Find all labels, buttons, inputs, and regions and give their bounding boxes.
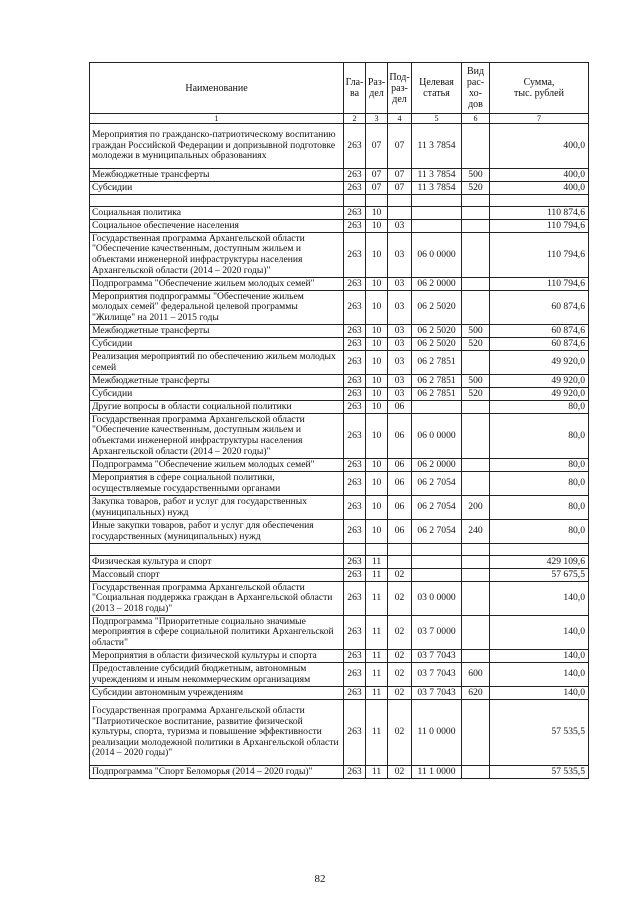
cell-summa: 110 794,6 [490,233,589,278]
cell-podrazdel: 03 [388,351,412,375]
cell-vid [462,766,490,779]
cell-podrazdel: 03 [388,291,412,325]
cell-name: Межбюджетные трансферты [90,169,344,182]
blank-row [90,195,589,207]
cell-statya: 06 0 0000 [412,414,462,459]
header-glava: Гла- ва [344,63,366,114]
cell-vid: 240 [462,520,490,544]
cell-summa: 140,0 [490,616,589,650]
cell-vid [462,650,490,663]
table-row [90,351,589,375]
cell-glava: 263 [344,582,366,616]
cell-statya: 11 3 7854 [412,124,462,169]
cell-razdel: 10 [366,472,388,496]
column-number: 2 [344,114,366,124]
table-row [90,459,589,472]
cell-name: Государственная программа Архангельской области "Обеспечение качественным, доступным жильем и объектами инженерной инфраструктуры населения Архангельской области (2014 – 2020 годы)" [90,414,344,459]
cell-summa: 400,0 [490,124,589,169]
cell-summa: 80,0 [490,520,589,544]
cell-razdel: 11 [366,650,388,663]
cell-podrazdel: 07 [388,124,412,169]
cell-vid [462,616,490,650]
cell-glava: 263 [344,556,366,569]
cell-razdel: 11 [366,766,388,779]
cell-name: Межбюджетные трансферты [90,325,344,338]
empty-cell [90,195,344,207]
cell-podrazdel: 06 [388,520,412,544]
column-number: 5 [412,114,462,124]
cell-podrazdel [388,556,412,569]
cell-glava: 263 [344,414,366,459]
empty-cell [366,544,388,556]
cell-statya: 06 2 5020 [412,325,462,338]
cell-vid [462,414,490,459]
table-row [90,375,589,388]
cell-podrazdel [388,207,412,220]
cell-vid [462,207,490,220]
cell-name: Государственная программа Архангельской области "Патриотическое воспитание, развитие физической культуры, спорта, туризма и повышение эффективности реализации молодежной политики в Архангельской области (2014 – 2020 годы)" [90,700,344,766]
table-row [90,401,589,414]
cell-razdel: 11 [366,556,388,569]
cell-glava: 263 [344,169,366,182]
cell-razdel: 11 [366,582,388,616]
cell-vid [462,569,490,582]
cell-statya: 03 7 0000 [412,616,462,650]
cell-glava: 263 [344,338,366,351]
empty-cell [388,195,412,207]
cell-statya: 03 7 7043 [412,663,462,687]
empty-cell [344,544,366,556]
table-row [90,556,589,569]
cell-statya: 11 3 7854 [412,182,462,195]
cell-glava: 263 [344,496,366,520]
cell-glava: 263 [344,616,366,650]
cell-statya: 11 3 7854 [412,169,462,182]
column-number-row [90,114,589,124]
cell-razdel: 10 [366,401,388,414]
table-row [90,616,589,650]
table-row [90,700,589,766]
empty-cell [412,544,462,556]
cell-summa: 49 920,0 [490,351,589,375]
cell-vid: 500 [462,169,490,182]
cell-summa: 400,0 [490,169,589,182]
cell-summa: 60 874,6 [490,325,589,338]
cell-glava: 263 [344,401,366,414]
cell-name: Субсидии [90,338,344,351]
table-row [90,496,589,520]
cell-glava: 263 [344,388,366,401]
cell-statya: 03 7 7043 [412,650,462,663]
table-row [90,182,589,195]
cell-razdel: 11 [366,663,388,687]
cell-name: Мероприятия по гражданско-патриотическому воспитанию граждан Российской Федерации и допризывной подготовке молодежи в муниципальных образованиях [90,124,344,169]
cell-podrazdel: 02 [388,700,412,766]
cell-podrazdel: 02 [388,663,412,687]
cell-statya: 06 2 7054 [412,472,462,496]
empty-cell [490,195,589,207]
cell-glava: 263 [344,351,366,375]
cell-vid: 500 [462,325,490,338]
cell-name: Закупка товаров, работ и услуг для государственных (муниципальных) нужд [90,496,344,520]
empty-cell [412,195,462,207]
cell-vid [462,233,490,278]
table-row [90,663,589,687]
cell-vid [462,220,490,233]
cell-podrazdel: 06 [388,414,412,459]
cell-razdel: 11 [366,687,388,700]
table-row [90,472,589,496]
cell-summa: 140,0 [490,687,589,700]
cell-name: Субсидии [90,388,344,401]
table-body [90,124,589,779]
cell-podrazdel: 03 [388,278,412,291]
table-row [90,582,589,616]
table-row [90,520,589,544]
cell-name: Реализация мероприятий по обеспечению жильем молодых семей [90,351,344,375]
cell-vid [462,582,490,616]
cell-vid: 200 [462,496,490,520]
cell-razdel: 10 [366,459,388,472]
cell-podrazdel: 06 [388,496,412,520]
cell-summa: 80,0 [490,496,589,520]
cell-glava: 263 [344,520,366,544]
cell-razdel: 11 [366,616,388,650]
cell-razdel: 10 [366,414,388,459]
budget-table [89,62,589,779]
empty-cell [462,544,490,556]
cell-vid [462,278,490,291]
cell-summa: 140,0 [490,650,589,663]
header-statya: Целевая статья [412,63,462,114]
cell-glava: 263 [344,472,366,496]
cell-summa: 80,0 [490,459,589,472]
cell-name: Государственная программа Архангельской области "Обеспечение качественным, доступным жильем и объектами инженерной инфраструктуры населения Архангельской области (2014 – 2020 годы)" [90,233,344,278]
cell-podrazdel: 06 [388,459,412,472]
cell-podrazdel: 02 [388,582,412,616]
cell-razdel: 10 [366,388,388,401]
table-row [90,650,589,663]
cell-statya: 06 2 7054 [412,496,462,520]
cell-razdel: 07 [366,182,388,195]
cell-glava: 263 [344,700,366,766]
cell-razdel: 10 [366,325,388,338]
table-row [90,169,589,182]
cell-vid [462,556,490,569]
cell-summa: 80,0 [490,472,589,496]
cell-statya: 06 2 7851 [412,388,462,401]
table-row [90,414,589,459]
cell-vid [462,124,490,169]
cell-podrazdel: 02 [388,650,412,663]
table-row [90,325,589,338]
cell-razdel: 10 [366,351,388,375]
cell-summa: 80,0 [490,401,589,414]
cell-summa: 49 920,0 [490,388,589,401]
header-summa: Сумма, тыс. рублей [490,63,589,114]
cell-podrazdel: 02 [388,687,412,700]
cell-statya: 11 0 0000 [412,700,462,766]
cell-statya: 06 2 5020 [412,338,462,351]
cell-statya [412,220,462,233]
cell-vid [462,700,490,766]
cell-name: Физическая культура и спорт [90,556,344,569]
cell-statya: 11 1 0000 [412,766,462,779]
table-row [90,233,589,278]
empty-cell [388,544,412,556]
cell-name: Субсидии автономным учреждениям [90,687,344,700]
cell-statya: 06 2 7054 [412,520,462,544]
cell-razdel: 11 [366,700,388,766]
empty-cell [90,544,344,556]
cell-razdel: 10 [366,220,388,233]
column-number: 4 [388,114,412,124]
cell-glava: 263 [344,325,366,338]
cell-summa: 429 109,6 [490,556,589,569]
table-row [90,687,589,700]
cell-summa: 49 920,0 [490,375,589,388]
cell-razdel: 10 [366,520,388,544]
cell-podrazdel: 03 [388,388,412,401]
cell-vid: 520 [462,388,490,401]
cell-statya [412,207,462,220]
cell-glava: 263 [344,687,366,700]
cell-name: Предоставление субсидий бюджетным, автономным учреждениям и иным некоммерческим организациям [90,663,344,687]
cell-podrazdel: 03 [388,338,412,351]
column-number: 1 [90,114,344,124]
cell-podrazdel: 06 [388,472,412,496]
header-vid: Вид рас- хо- дов [462,63,490,114]
column-number: 3 [366,114,388,124]
table-row [90,207,589,220]
cell-name: Подпрограмма "Спорт Беломорья (2014 – 2020 годы)" [90,766,344,779]
cell-name: Государственная программа Архангельской области "Социальная поддержка граждан в Архангельской области (2013 – 2018 годы)" [90,582,344,616]
cell-glava: 263 [344,278,366,291]
header-row [90,63,589,114]
cell-summa: 60 874,6 [490,291,589,325]
cell-glava: 263 [344,766,366,779]
cell-razdel: 07 [366,169,388,182]
column-number: 7 [490,114,589,124]
cell-statya [412,569,462,582]
cell-name: Подпрограмма "Приоритетные социально значимые мероприятия в сфере социальной политики Архангельской области" [90,616,344,650]
cell-podrazdel: 03 [388,233,412,278]
cell-glava: 263 [344,375,366,388]
cell-razdel: 10 [366,278,388,291]
cell-statya: 03 0 0000 [412,582,462,616]
cell-podrazdel: 02 [388,569,412,582]
page-number: 82 [314,873,326,885]
cell-statya: 06 0 0000 [412,233,462,278]
cell-podrazdel: 03 [388,325,412,338]
cell-summa: 400,0 [490,182,589,195]
cell-glava: 263 [344,459,366,472]
cell-vid [462,291,490,325]
table-row [90,291,589,325]
cell-vid: 600 [462,663,490,687]
cell-razdel: 10 [366,233,388,278]
cell-podrazdel: 03 [388,375,412,388]
empty-cell [490,544,589,556]
column-number: 6 [462,114,490,124]
cell-name: Мероприятия в области физической культуры и спорта [90,650,344,663]
cell-summa: 110 874,6 [490,207,589,220]
cell-glava: 263 [344,124,366,169]
cell-name: Массовый спорт [90,569,344,582]
cell-razdel: 10 [366,496,388,520]
cell-statya [412,401,462,414]
cell-razdel: 10 [366,207,388,220]
cell-glava: 263 [344,291,366,325]
cell-vid: 520 [462,338,490,351]
empty-cell [344,195,366,207]
cell-summa: 80,0 [490,414,589,459]
cell-razdel: 10 [366,375,388,388]
cell-summa: 57 675,5 [490,569,589,582]
empty-cell [366,195,388,207]
cell-name: Мероприятия подпрограммы "Обеспечение жильем молодых семей" федеральной целевой программы "Жилище" на 2011 – 2015 годы [90,291,344,325]
cell-glava: 263 [344,207,366,220]
header-name: Наименование [90,63,344,114]
cell-vid: 620 [462,687,490,700]
cell-glava: 263 [344,233,366,278]
cell-name: Социальное обеспечение населения [90,220,344,233]
cell-podrazdel: 07 [388,182,412,195]
cell-name: Мероприятия в сфере социальной политики, осуществляемые государственными органами [90,472,344,496]
cell-statya: 06 2 7851 [412,375,462,388]
table-row [90,124,589,169]
cell-statya: 06 2 0000 [412,278,462,291]
cell-summa: 60 874,6 [490,338,589,351]
cell-razdel: 11 [366,569,388,582]
cell-statya: 06 2 5020 [412,291,462,325]
header-podrazdel: Под- раз- дел [388,63,412,114]
cell-summa: 110 794,6 [490,278,589,291]
cell-razdel: 10 [366,291,388,325]
cell-summa: 57 535,5 [490,766,589,779]
table-row [90,220,589,233]
table-row [90,278,589,291]
cell-glava: 263 [344,650,366,663]
cell-podrazdel: 02 [388,766,412,779]
cell-statya [412,556,462,569]
cell-statya: 06 2 0000 [412,459,462,472]
cell-summa: 110 794,6 [490,220,589,233]
cell-glava: 263 [344,182,366,195]
cell-vid: 500 [462,375,490,388]
table-row [90,388,589,401]
cell-name: Подпрограмма "Обеспечение жильем молодых семей" [90,459,344,472]
budget-table-container [89,62,589,779]
cell-name: Подпрограмма "Обеспечение жильем молодых семей" [90,278,344,291]
cell-statya: 03 7 7043 [412,687,462,700]
table-row [90,766,589,779]
table-row [90,338,589,351]
cell-vid [462,472,490,496]
cell-name: Иные закупки товаров, работ и услуг для обеспечения государственных (муниципальных) нужд [90,520,344,544]
cell-podrazdel: 06 [388,401,412,414]
cell-vid [462,351,490,375]
cell-vid [462,401,490,414]
cell-glava: 263 [344,220,366,233]
cell-vid [462,459,490,472]
cell-name: Межбюджетные трансферты [90,375,344,388]
cell-podrazdel: 03 [388,220,412,233]
empty-cell [462,195,490,207]
cell-summa: 140,0 [490,582,589,616]
blank-row [90,544,589,556]
cell-podrazdel: 02 [388,616,412,650]
cell-razdel: 07 [366,124,388,169]
cell-vid: 520 [462,182,490,195]
cell-name: Другие вопросы в области социальной политики [90,401,344,414]
cell-razdel: 10 [366,338,388,351]
cell-statya: 06 2 7851 [412,351,462,375]
cell-summa: 140,0 [490,663,589,687]
cell-glava: 263 [344,663,366,687]
table-row [90,569,589,582]
cell-glava: 263 [344,569,366,582]
cell-summa: 57 535,5 [490,700,589,766]
cell-name: Субсидии [90,182,344,195]
cell-name: Социальная политика [90,207,344,220]
header-razdel: Раз- дел [366,63,388,114]
cell-podrazdel: 07 [388,169,412,182]
